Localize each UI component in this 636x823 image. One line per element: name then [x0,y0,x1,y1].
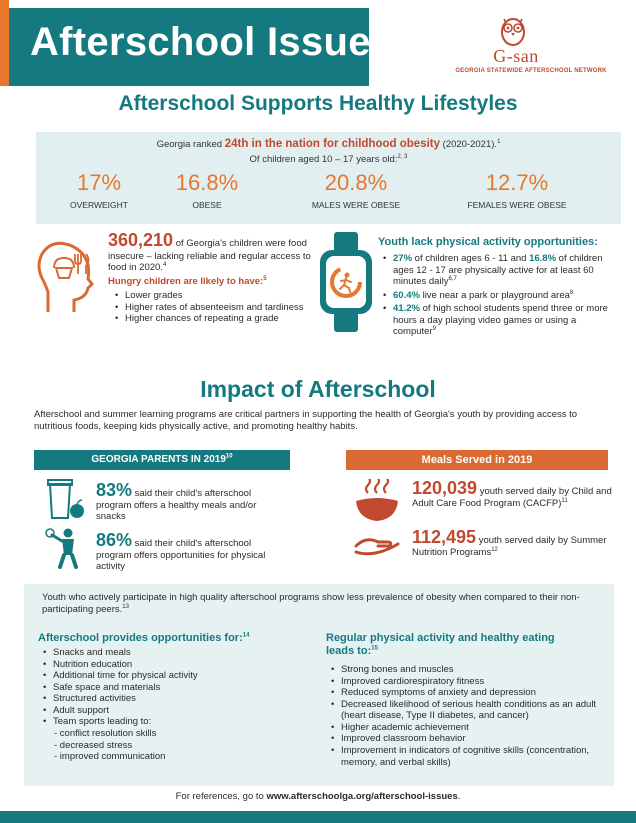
list-item: • Higher rates of absenteeism and tardiness [114,302,304,314]
section-heading-impact: Impact of Afterschool [200,376,436,402]
list-item: • 27% of children ages 6 - 11 and 16.8% of children ages 12 - 17 are physically active for at least 60 minutes daily$^{6,7}$ [382,253,608,288]
opportunities-list [42,647,302,763]
sub-list-item: - conflict resolution skills [54,728,157,740]
list-item: • Higher chances of repeating a grade [114,313,304,325]
list-item: • Snacks and meals [42,647,302,659]
hungry-head-icon [34,234,100,316]
header-accent-bar [0,0,9,86]
list-item: • Improved classroom behavior [330,733,600,745]
section-heading-healthy: Afterschool Supports Healthy Lifestyles [118,92,518,115]
hungry-children-heading: Hungry children are likely to have:$^5$ [108,275,267,287]
stat-obese [162,170,252,210]
owl-logo-icon [495,14,531,46]
meals-banner: Meals Served in 2019 [346,450,608,470]
meals-summer: 112,495 youth served daily by Summer Nutrition Programs$^{12}$ [412,527,607,558]
list-item: • Improved cardiorespiratory fitness [330,676,600,688]
list-item: • Team sports leading to: [42,716,302,728]
stat-overweight [54,170,144,210]
list-item: • 41.2% of high school students spend three or more hours a day playing video games or using a computer$^9$ [382,303,608,338]
parents-activity-pct: 86% [96,530,133,550]
parents-stat-activity: 86% said their child's afterschool program offers opportunities for physical activity [96,530,266,572]
food-insecure-count: 360,210 [108,230,174,250]
list-item: • Decreased likelihood of serious health conditions as an adult (heart disease, Type II diabetes, and cancer) [330,699,600,722]
logo-tagline: GEORGIA STATEWIDE AFTERSCHOOL NETWORK [455,68,607,74]
list-item: • Reduced symptoms of anxiety and depression [330,687,600,699]
smartwatch-icon [316,232,376,332]
child-playing-icon [44,527,86,569]
list-item: • Lower grades [114,290,304,302]
page-title: Afterschool Issues [30,20,394,64]
list-item: • Structured activities [42,693,302,705]
stat-label: FEMALES WERE OBESE [467,200,567,210]
stat-value: 12.7% [485,170,549,195]
benefits-heading: Regular physical activity and healthy eating leads to:$^{15}$ [326,632,555,658]
references-line: For references, go to www.afterschoolga.org/afterschool-issues. [175,791,461,802]
obesity-rank-line: Georgia ranked 24th in the nation for childhood obesity (2020-2021).$^1$ [156,138,501,150]
age-range-line: Of children aged 10 – 17 years old:$^{2, 3}$ [249,153,408,165]
parents-meals-pct: 83% [96,480,133,500]
stat-females-obese [452,170,582,210]
stat-label: OBESE [192,200,222,210]
sub-list-item: - decreased stress [54,739,133,751]
cup-and-apple-icon [44,478,86,520]
list-item: • Safe space and materials [42,682,302,694]
cacfp-count: 120,039 [412,478,478,498]
opportunities-heading: Afterschool provides opportunities for:$^{14}$ [38,632,250,644]
hand-serving-icon [354,528,400,556]
parents-stat-meals: 83% said their child's afterschool program offers a healthy meals and/or snacks [96,480,257,522]
summer-count: 112,495 [412,527,477,547]
physical-activity-heading: Youth lack physical activity opportunities: [378,236,598,248]
list-item: • Adult support [42,705,302,717]
physical-activity-list [382,253,608,340]
list-item: • Higher academic achievement [330,722,600,734]
stat-label: OVERWEIGHT [70,200,128,210]
list-item: • Nutrition education [42,659,302,671]
footer-bar [0,811,636,823]
parents-banner: GEORGIA PARENTS IN 2019$^{10}$ [34,450,290,470]
references-link[interactable]: www.afterschoolga.org/afterschool-issues [266,791,458,802]
list-item: • Improvement in indicators of cognitive skills (concentration, memory, and verbal skills) [330,745,600,768]
stat-value: 20.8% [324,170,388,195]
meals-cacfp: 120,039 youth served daily by Child and Adult Care Food Program (CACFP)$^{11}$ [412,478,612,509]
stat-males-obese [296,170,416,210]
sub-list-item: - improved communication [54,751,166,763]
stat-value: 17% [76,170,122,195]
impact-paragraph: Afterschool and summer learning programs are critical partners in supporting the health of Georgia's youth by providing access to nutritious foods, keeping kids physically active, and promoting healthy habits. [34,409,578,433]
stat-label: MALES WERE OBESE [311,200,401,210]
food-insecurity-text: 360,210 of Georgia's children were food insecure – lacking reliable and regular access to food in 2020.$^4$ [108,230,311,274]
rank-highlight: 24th in the nation for childhood obesity [224,138,441,150]
youth-obesity-paragraph: Youth who actively participate in high quality afterschool programs show less prevalence of obesity when compared to their non-participating peers.$^{13}$ [42,592,580,616]
benefits-list [330,664,600,768]
logo-wordmark: G-san [493,46,539,66]
list-item: • Strong bones and muscles [330,664,600,676]
list-item: • Additional time for physical activity [42,670,302,682]
hot-bowl-icon [354,479,400,523]
list-item: • 60.4% live near a park or playground area$^8$ [382,290,608,302]
stat-value: 16.8% [175,170,239,195]
hungry-effects-list [114,290,304,325]
